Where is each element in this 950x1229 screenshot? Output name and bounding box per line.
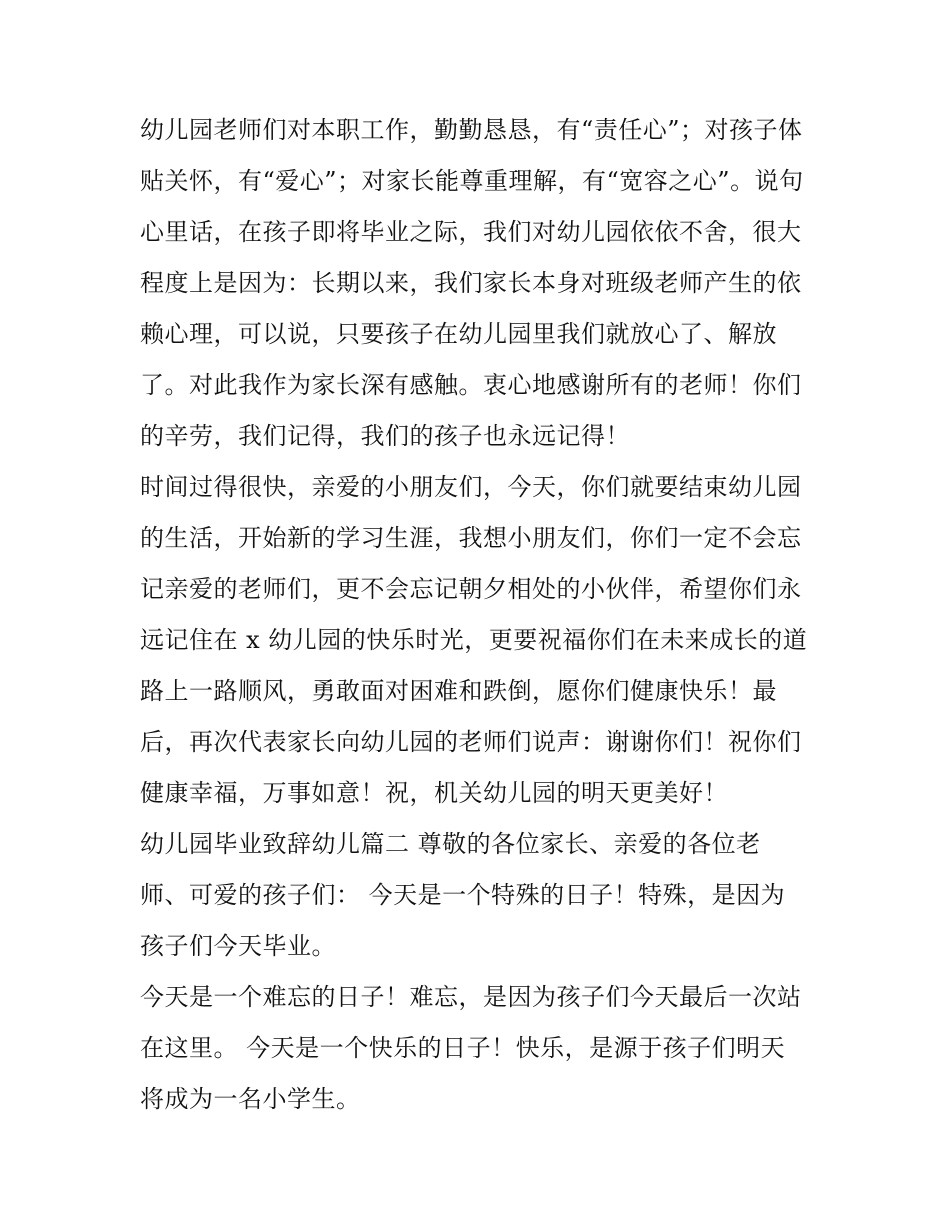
text-line: 的辛劳，我们记得，我们的孩子也永远记得！ [140, 422, 630, 450]
text-line: 远记住在 x 幼儿园的快乐时光，更要祝福你们在未来成长的道 [140, 626, 808, 654]
text-line: 健康幸福，万事如意！祝，机关幼儿园的明天更美好！ [140, 779, 728, 807]
text-line: 在这里。 今天是一个快乐的日子！快乐，是源于孩子们明天 [140, 1034, 786, 1062]
text-line: 师、可爱的孩子们： 今天是一个特殊的日子！特殊，是因为 [140, 881, 786, 909]
text-line: 的生活，开始新的学习生涯，我想小朋友们，你们一定不会忘 [140, 524, 802, 552]
text-line: 后，再次代表家长向幼儿园的老师们说声：谢谢你们！祝你们 [140, 728, 802, 756]
text-line: 心里话，在孩子即将毕业之际，我们对幼儿园依依不舍，很大 [140, 218, 802, 246]
text-line: 今天是一个难忘的日子！难忘，是因为孩子们今天最后一次站 [140, 983, 802, 1011]
document-body [140, 108, 820, 1128]
text-line: 记亲爱的老师们，更不会忘记朝夕相处的小伙伴，希望你们永 [140, 575, 802, 603]
text-line: 贴关怀，有“爱心”；对家长能尊重理解，有“宽容之心”。说句 [140, 167, 804, 195]
text-line: 程度上是因为：长期以来，我们家长本身对班级老师产生的依 [140, 269, 802, 297]
text-line: 赖心理，可以说，只要孩子在幼儿园里我们就放心了、解放 [140, 320, 777, 348]
text-line: 时间过得很快，亲爱的小朋友们，今天，你们就要结束幼儿园 [140, 473, 802, 501]
text-line: 了。对此我作为家长深有感触。衷心地感谢所有的老师！你们 [140, 371, 802, 399]
text-line: 孩子们今天毕业。 [140, 932, 336, 960]
text-line: 幼儿园毕业致辞幼儿篇二 尊敬的各位家长、亲爱的各位老 [140, 830, 761, 858]
text-line: 幼儿园老师们对本职工作，勤勤恳恳，有“责任心”；对孩子体 [140, 116, 803, 144]
text-line: 路上一路顺风，勇敢面对困难和跌倒，愿你们健康快乐！最 [140, 677, 777, 705]
text-line: 将成为一名小学生。 [140, 1085, 361, 1113]
